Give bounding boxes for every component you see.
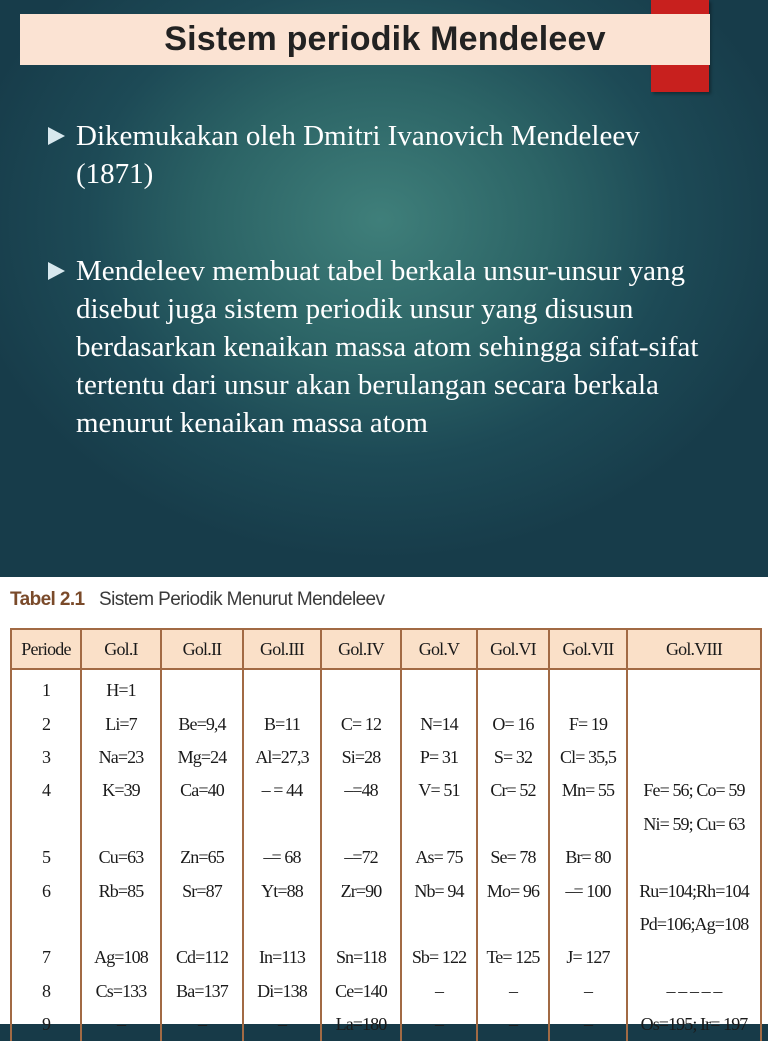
table-cell: V= 51 bbox=[401, 774, 477, 807]
table-cell: Br= 80 bbox=[549, 841, 627, 874]
table-cell bbox=[11, 908, 81, 941]
table-cell: 8 bbox=[11, 975, 81, 1008]
table-cell: –=48 bbox=[321, 774, 401, 807]
table-row bbox=[11, 774, 761, 807]
table-cell: As= 75 bbox=[401, 841, 477, 874]
table-cell: Di=138 bbox=[243, 975, 321, 1008]
table-row bbox=[11, 808, 761, 841]
table-cell: Si=28 bbox=[321, 741, 401, 774]
column-header: Gol.VII bbox=[549, 629, 627, 669]
table-cell: Sb= 122 bbox=[401, 941, 477, 974]
caption-label: Tabel 2.1 bbox=[10, 589, 85, 610]
column-header: Gol.VI bbox=[477, 629, 549, 669]
table-cell: Zr=90 bbox=[321, 874, 401, 907]
table-cell: Fe= 56; Co= 59 bbox=[627, 774, 761, 807]
table-cell: – bbox=[549, 975, 627, 1008]
table-header-row bbox=[11, 629, 761, 669]
table-cell: K=39 bbox=[81, 774, 161, 807]
table-cell: C= 12 bbox=[321, 707, 401, 740]
table-row bbox=[11, 975, 761, 1008]
bullet-text: Dikemukakan oleh Dmitri Ivanovich Mendeleev (1871) bbox=[76, 120, 640, 190]
column-header: Gol.VIII bbox=[627, 629, 761, 669]
table-cell bbox=[81, 908, 161, 941]
table-cell: 4 bbox=[11, 774, 81, 807]
table-cell: – bbox=[161, 1008, 243, 1041]
table-cell bbox=[243, 808, 321, 841]
table-cell bbox=[161, 908, 243, 941]
table-cell bbox=[627, 741, 761, 774]
table-cell: Sr=87 bbox=[161, 874, 243, 907]
table-row bbox=[11, 1008, 761, 1041]
table-cell: Pd=106;Ag=108 bbox=[627, 908, 761, 941]
table-cell bbox=[401, 908, 477, 941]
table-cell bbox=[549, 908, 627, 941]
table-cell: Na=23 bbox=[81, 741, 161, 774]
column-header: Periode bbox=[11, 629, 81, 669]
table-cell: Be=9,4 bbox=[161, 707, 243, 740]
table-cell: – bbox=[401, 975, 477, 1008]
table-row bbox=[11, 874, 761, 907]
table-cell: Se= 78 bbox=[477, 841, 549, 874]
table-cell: Nb= 94 bbox=[401, 874, 477, 907]
table-cell: Zn=65 bbox=[161, 841, 243, 874]
table-cell: Os=195; Ir= 197 bbox=[627, 1008, 761, 1041]
table-row bbox=[11, 841, 761, 874]
table-cell bbox=[401, 669, 477, 707]
table-cell: Cs=133 bbox=[81, 975, 161, 1008]
table-cell bbox=[477, 908, 549, 941]
table-cell: – bbox=[81, 1008, 161, 1041]
table-cell: 7 bbox=[11, 941, 81, 974]
table-cell bbox=[549, 808, 627, 841]
table-body bbox=[11, 669, 761, 1041]
table-cell: H=1 bbox=[81, 669, 161, 707]
table-cell: – bbox=[477, 975, 549, 1008]
table-cell: – – – – – bbox=[627, 975, 761, 1008]
table-cell: –= 68 bbox=[243, 841, 321, 874]
table-cell: Yt=88 bbox=[243, 874, 321, 907]
table-cell: –=72 bbox=[321, 841, 401, 874]
table-cell: P= 31 bbox=[401, 741, 477, 774]
table-row bbox=[11, 908, 761, 941]
table-cell bbox=[549, 669, 627, 707]
table-caption bbox=[10, 589, 385, 611]
table-row bbox=[11, 669, 761, 707]
table-cell: 1 bbox=[11, 669, 81, 707]
table-cell: B=11 bbox=[243, 707, 321, 740]
table-cell: Al=27,3 bbox=[243, 741, 321, 774]
periodic-table bbox=[10, 628, 762, 1041]
table-cell: – bbox=[243, 1008, 321, 1041]
table-cell: – bbox=[477, 1008, 549, 1041]
table-cell: Ce=140 bbox=[321, 975, 401, 1008]
table-cell: Cl= 35,5 bbox=[549, 741, 627, 774]
table-cell bbox=[321, 669, 401, 707]
table-cell: Ag=108 bbox=[81, 941, 161, 974]
table-cell: – bbox=[401, 1008, 477, 1041]
table-cell: Li=7 bbox=[81, 707, 161, 740]
table-cell: 3 bbox=[11, 741, 81, 774]
table-cell: Mo= 96 bbox=[477, 874, 549, 907]
table-cell bbox=[81, 808, 161, 841]
table-cell bbox=[627, 941, 761, 974]
table-cell: Ni= 59; Cu= 63 bbox=[627, 808, 761, 841]
table-cell bbox=[627, 669, 761, 707]
column-header: Gol.III bbox=[243, 629, 321, 669]
bullet-arrow-icon bbox=[48, 262, 65, 280]
table-cell: N=14 bbox=[401, 707, 477, 740]
table-cell bbox=[321, 808, 401, 841]
bullet-item bbox=[48, 252, 748, 442]
table-cell bbox=[243, 669, 321, 707]
table-cell: Ru=104;Rh=104 bbox=[627, 874, 761, 907]
table-cell: 6 bbox=[11, 874, 81, 907]
bullet-text: Mendeleev membuat tabel berkala unsur-unsur yang disebut juga sistem periodik unsur yang disusun berdasarkan kenaikan massa atom sehingga sifat-sifat tertentu dari unsur akan berulangan secara berkala menurut kenaikan massa atom bbox=[76, 255, 699, 439]
table-cell: Sn=118 bbox=[321, 941, 401, 974]
table-cell: 2 bbox=[11, 707, 81, 740]
caption-title: Sistem Periodik Menurut Mendeleev bbox=[99, 589, 385, 610]
table-cell: In=113 bbox=[243, 941, 321, 974]
table-cell bbox=[401, 808, 477, 841]
table-cell: 5 bbox=[11, 841, 81, 874]
title-box bbox=[20, 14, 710, 65]
table-image bbox=[0, 577, 768, 1035]
table-cell: Cd=112 bbox=[161, 941, 243, 974]
table-cell bbox=[321, 908, 401, 941]
table-cell: Rb=85 bbox=[81, 874, 161, 907]
table-cell: Cr= 52 bbox=[477, 774, 549, 807]
table-cell: Ca=40 bbox=[161, 774, 243, 807]
column-header: Gol.II bbox=[161, 629, 243, 669]
table-cell: 9 bbox=[11, 1008, 81, 1041]
table-cell: Mg=24 bbox=[161, 741, 243, 774]
table-cell: Mn= 55 bbox=[549, 774, 627, 807]
table-row bbox=[11, 707, 761, 740]
table-cell bbox=[627, 841, 761, 874]
table-cell bbox=[627, 707, 761, 740]
slide-title: Sistem periodik Mendeleev bbox=[164, 20, 606, 58]
table-cell: La=180 bbox=[321, 1008, 401, 1041]
column-header: Gol.I bbox=[81, 629, 161, 669]
bullet-item bbox=[48, 117, 648, 193]
table-row bbox=[11, 941, 761, 974]
table-cell: O= 16 bbox=[477, 707, 549, 740]
table-cell bbox=[477, 669, 549, 707]
table-cell bbox=[243, 908, 321, 941]
table-cell bbox=[477, 808, 549, 841]
table-cell: S= 32 bbox=[477, 741, 549, 774]
table-cell: – = 44 bbox=[243, 774, 321, 807]
bullet-arrow-icon bbox=[48, 127, 65, 145]
table-row bbox=[11, 741, 761, 774]
column-header: Gol.IV bbox=[321, 629, 401, 669]
table-cell: F= 19 bbox=[549, 707, 627, 740]
column-header: Gol.V bbox=[401, 629, 477, 669]
table-cell: J= 127 bbox=[549, 941, 627, 974]
table-cell bbox=[11, 808, 81, 841]
table-cell: – bbox=[549, 1008, 627, 1041]
table-cell: –= 100 bbox=[549, 874, 627, 907]
table-cell: Ba=137 bbox=[161, 975, 243, 1008]
table-cell: Cu=63 bbox=[81, 841, 161, 874]
table-cell: Te= 125 bbox=[477, 941, 549, 974]
table-cell bbox=[161, 808, 243, 841]
table-cell bbox=[161, 669, 243, 707]
